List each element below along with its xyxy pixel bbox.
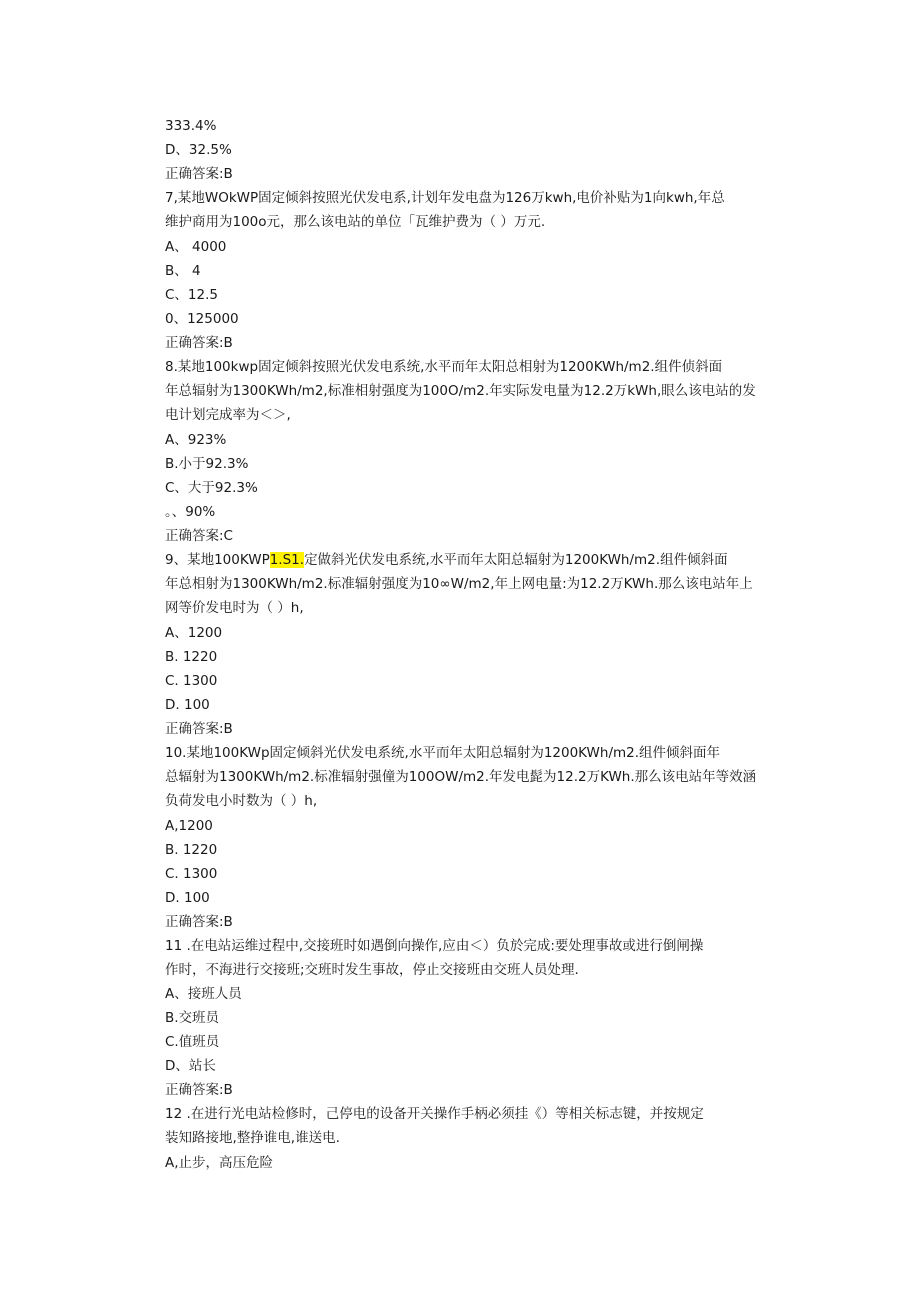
answer-q6: 正确答案:B xyxy=(165,166,233,182)
answer-q10: 正确答案:B xyxy=(165,914,233,930)
question-9-line-3: 网等价发电时为（ ）h, xyxy=(165,600,304,616)
option-b-q10: B. 1220 xyxy=(165,842,218,858)
question-9-prefix: 9、某地100KWP xyxy=(165,552,270,568)
question-10-line-3: 负荷发电小时数为（ ）h, xyxy=(165,793,318,809)
option-c-q10: C. 1300 xyxy=(165,866,218,882)
answer-q9: 正确答案:B xyxy=(165,721,233,737)
option-d-q9: D. 100 xyxy=(165,697,210,713)
option-c-q9: C. 1300 xyxy=(165,673,218,689)
option-b-q9: B. 1220 xyxy=(165,649,218,665)
option-d-q8: 。、90% xyxy=(165,504,216,520)
option-b-q8: B.小于92.3% xyxy=(165,456,249,472)
option-a-q12: A,止步，高压危险 xyxy=(165,1155,274,1171)
option-b-q11: B.交班员 xyxy=(165,1010,220,1026)
question-7-line-2: 维护商用为100o元，那么该电站的单位「瓦维护费为（ ）万元. xyxy=(165,214,546,230)
option-b-q7: B、 4 xyxy=(165,263,201,279)
answer-q11: 正确答案:B xyxy=(165,1082,233,1098)
question-9-line-1 xyxy=(165,550,728,570)
option-a-q9: A、1200 xyxy=(165,625,223,641)
option-a-q7: A、 4000 xyxy=(165,239,227,255)
option-c-q11: C.值班员 xyxy=(165,1034,220,1050)
option-d-q6: D、32.5% xyxy=(165,142,232,158)
question-8-line-2: 年总辐射为1300KWh/m2,标准相射强度为100O/m2.年实际发电量为12.2万kWh,眼么该电站的发 xyxy=(165,383,756,399)
question-8-line-1: 8.某地100kwp固定倾斜按照光伏发电系统,水平而年太阳总相射为1200KWh/m2.组件侦斜面 xyxy=(165,359,723,375)
question-7-line-1: 7,某地WOkWP固定倾斜按照光伏发电系,计划年发电盘为126万kwh,电价补贴为1向kwh,年总 xyxy=(165,190,725,206)
option-c-q7: C、12.5 xyxy=(165,287,218,303)
answer-q8: 正确答案:C xyxy=(165,528,233,544)
question-11-line-1: 11 .在电站运维过程中,交接班时如遇倒向操作,应由＜）负於完成:要处理事故或进行倒闸操 xyxy=(165,938,704,954)
option-a-q8: A、923% xyxy=(165,432,227,448)
option-a-q11: A、接班人员 xyxy=(165,986,242,1002)
question-10-line-2: 总辐射为1300KWh/m2.标准辐射强僮为100OW/m2.年发电髭为12.2万KWh.那么该电站年等效涵 xyxy=(165,769,757,785)
option-d-q11: D、站长 xyxy=(165,1058,216,1074)
question-9-rest: 定做斜光伏发电系统,水平而年太阳总辐射为1200KWh/m2.组件倾斜面 xyxy=(304,552,728,568)
question-9-line-2: 年总相射为1300KWh/m2.标准辐射强度为10∞W/m2,年上网电量:为12.2万KWh.那么该电站年上 xyxy=(165,576,753,592)
option-c-q8: C、大于92.3% xyxy=(165,480,258,496)
option-d-q10: D. 100 xyxy=(165,890,210,906)
question-11-line-2: 作时，不海进行交接班;交班时发生事故，停止交接班由交班人员处理. xyxy=(165,962,579,978)
question-12-line-2: 装知路接地,整挣谁电,谁送电. xyxy=(165,1130,340,1146)
question-10-line-1: 10.某地100KWp固定倾斜光伏发电系统,水平而年太阳总辐射为1200KWh/m2.组件倾斜面年 xyxy=(165,745,721,761)
highlighted-text: 1.S1. xyxy=(269,552,305,568)
question-8-line-3: 电计划完成率为＜＞, xyxy=(165,407,291,423)
question-12-line-1: 12 .在进行光电站检修时，己停电的设备开关操作手柄必须挂《）等相关标志键，并按规定 xyxy=(165,1106,704,1122)
answer-q7: 正确答案:B xyxy=(165,335,233,351)
option-d-q7: 0、125000 xyxy=(165,311,239,327)
option-a-q10: A,1200 xyxy=(165,818,213,834)
option-c-q6: 333.4% xyxy=(165,118,217,134)
